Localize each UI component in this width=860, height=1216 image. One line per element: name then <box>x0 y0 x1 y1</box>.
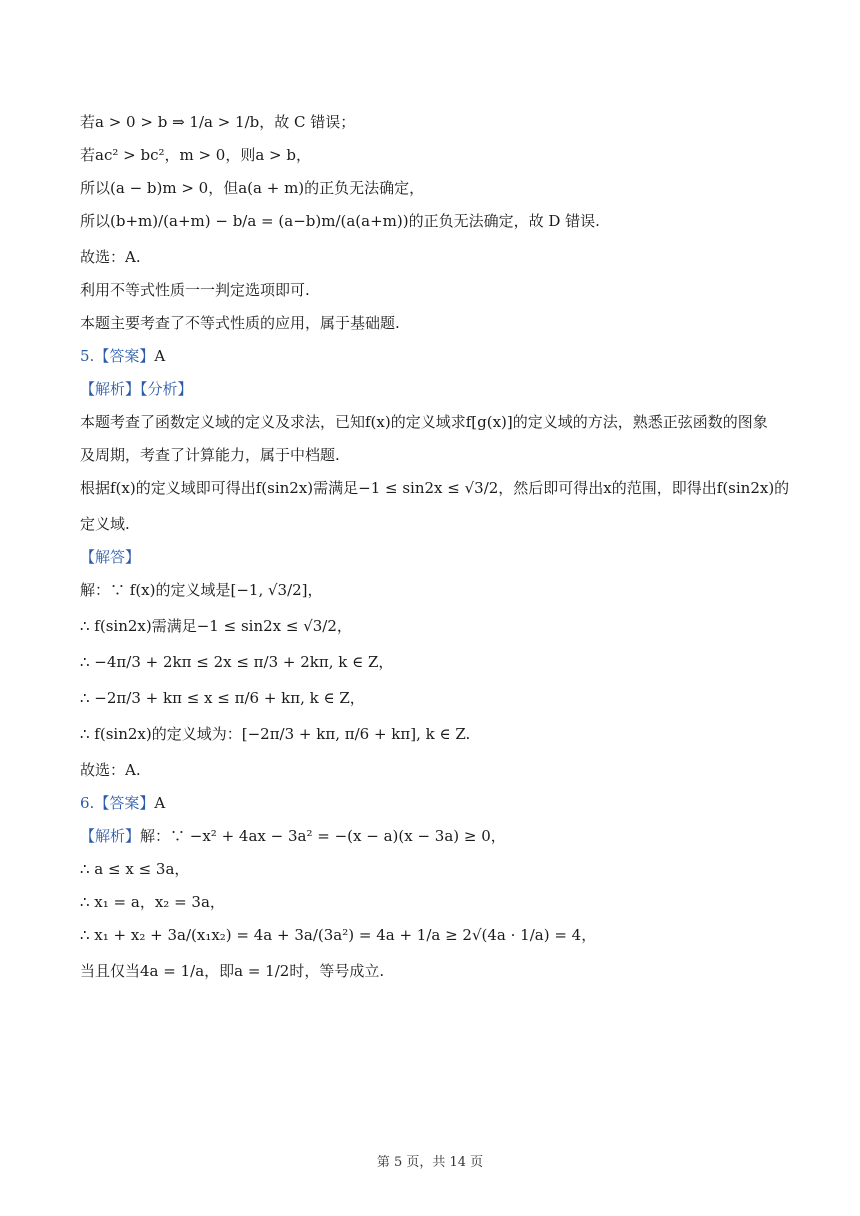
text-line <box>80 145 800 165</box>
section-tag: 【解答】 <box>80 548 141 566</box>
text-line <box>80 247 800 267</box>
line-text: 所以(a − b)m > 0，但a(a + m)的正负无法确定， <box>80 179 425 197</box>
line-text: 本题考查了函数定义域的定义及求法，已知f(x)的定义域求f[g(x)]的定义域的方法，熟悉正弦函数的图象 <box>80 413 768 431</box>
text-line <box>80 652 800 672</box>
text-line <box>80 826 800 846</box>
line-text: ∴ x₁ = a，x₂ = 3a， <box>80 893 225 911</box>
text-line <box>80 346 800 366</box>
text-line <box>80 379 800 399</box>
text-line <box>80 961 800 981</box>
section-tag: 【解析】 <box>80 827 141 845</box>
text-line <box>80 892 800 912</box>
text-line <box>80 547 800 567</box>
line-text: 故选：A. <box>80 248 141 266</box>
line-text: ∴ f(sin2x)的定义域为：[−2π/3 + kπ, π/6 + kπ], k ∈ Z. <box>80 725 471 743</box>
question-number: 6. <box>80 794 95 812</box>
line-text: A <box>154 794 166 812</box>
text-line <box>80 925 800 945</box>
text-line <box>80 688 800 708</box>
question-number: 5. <box>80 347 95 365</box>
line-text: ∴ a ≤ x ≤ 3a， <box>80 860 190 878</box>
text-line <box>80 412 800 432</box>
line-text: 及周期，考查了计算能力，属于中档题. <box>80 446 340 464</box>
section-tag: 【答案】 <box>94 794 155 812</box>
text-line <box>80 580 800 600</box>
text-line <box>80 793 800 813</box>
line-text: ∴ −4π/3 + 2kπ ≤ 2x ≤ π/3 + 2kπ, k ∈ Z， <box>80 653 394 671</box>
text-line <box>80 445 800 465</box>
line-text: 根据f(x)的定义域即可得出f(sin2x)需满足−1 ≤ sin2x ≤ √3/2，然后即可得出x的范围，即得出f(sin2x)的 <box>80 479 790 497</box>
line-text: ∴ −2π/3 + kπ ≤ x ≤ π/6 + kπ, k ∈ Z， <box>80 689 365 707</box>
line-text: ∴ x₁ + x₂ + 3a/(x₁x₂) = 4a + 3a/(3a²) = 4a + 1/a ≥ 2√(4a · 1/a) = 4， <box>80 926 597 944</box>
text-line <box>80 514 800 534</box>
text-line <box>80 616 800 636</box>
text-line <box>80 760 800 780</box>
page-footer: 第 5 页，共 14 页 <box>376 1155 484 1170</box>
section-tag: 【解析】【分析】 <box>80 380 193 398</box>
text-line <box>80 211 800 231</box>
text-line <box>80 280 800 300</box>
document-body <box>80 112 800 997</box>
text-line <box>80 112 800 132</box>
text-line <box>80 313 800 333</box>
section-tag: 【答案】 <box>94 347 155 365</box>
line-text: ∴ f(sin2x)需满足−1 ≤ sin2x ≤ √3/2， <box>80 617 352 635</box>
text-line <box>80 478 800 498</box>
line-text: 若a > 0 > b ⇒ 1/a > 1/b，故 C 错误； <box>80 113 356 131</box>
text-line <box>80 859 800 879</box>
line-text: 解：∵ f(x)的定义域是[−1, √3/2]， <box>80 581 323 599</box>
text-line <box>80 724 800 744</box>
line-text: 若ac² > bc²，m > 0，则a > b， <box>80 146 311 164</box>
text-line <box>80 178 800 198</box>
line-text: 利用不等式性质一一判定选项即可. <box>80 281 310 299</box>
line-text: 定义域. <box>80 515 130 533</box>
line-text: 故选：A. <box>80 761 141 779</box>
line-text: 当且仅当4a = 1/a，即a = 1/2时，等号成立. <box>80 962 385 980</box>
line-text: 所以(b+m)/(a+m) − b/a = (a−b)m/(a(a+m))的正负无法确定，故 D 错误. <box>80 212 600 230</box>
line-text: 本题主要考查了不等式性质的应用，属于基础题. <box>80 314 400 332</box>
line-text: A <box>154 347 166 365</box>
line-text: 解：∵ −x² + 4ax − 3a² = −(x − a)(x − 3a) ≥ 0， <box>140 827 506 845</box>
